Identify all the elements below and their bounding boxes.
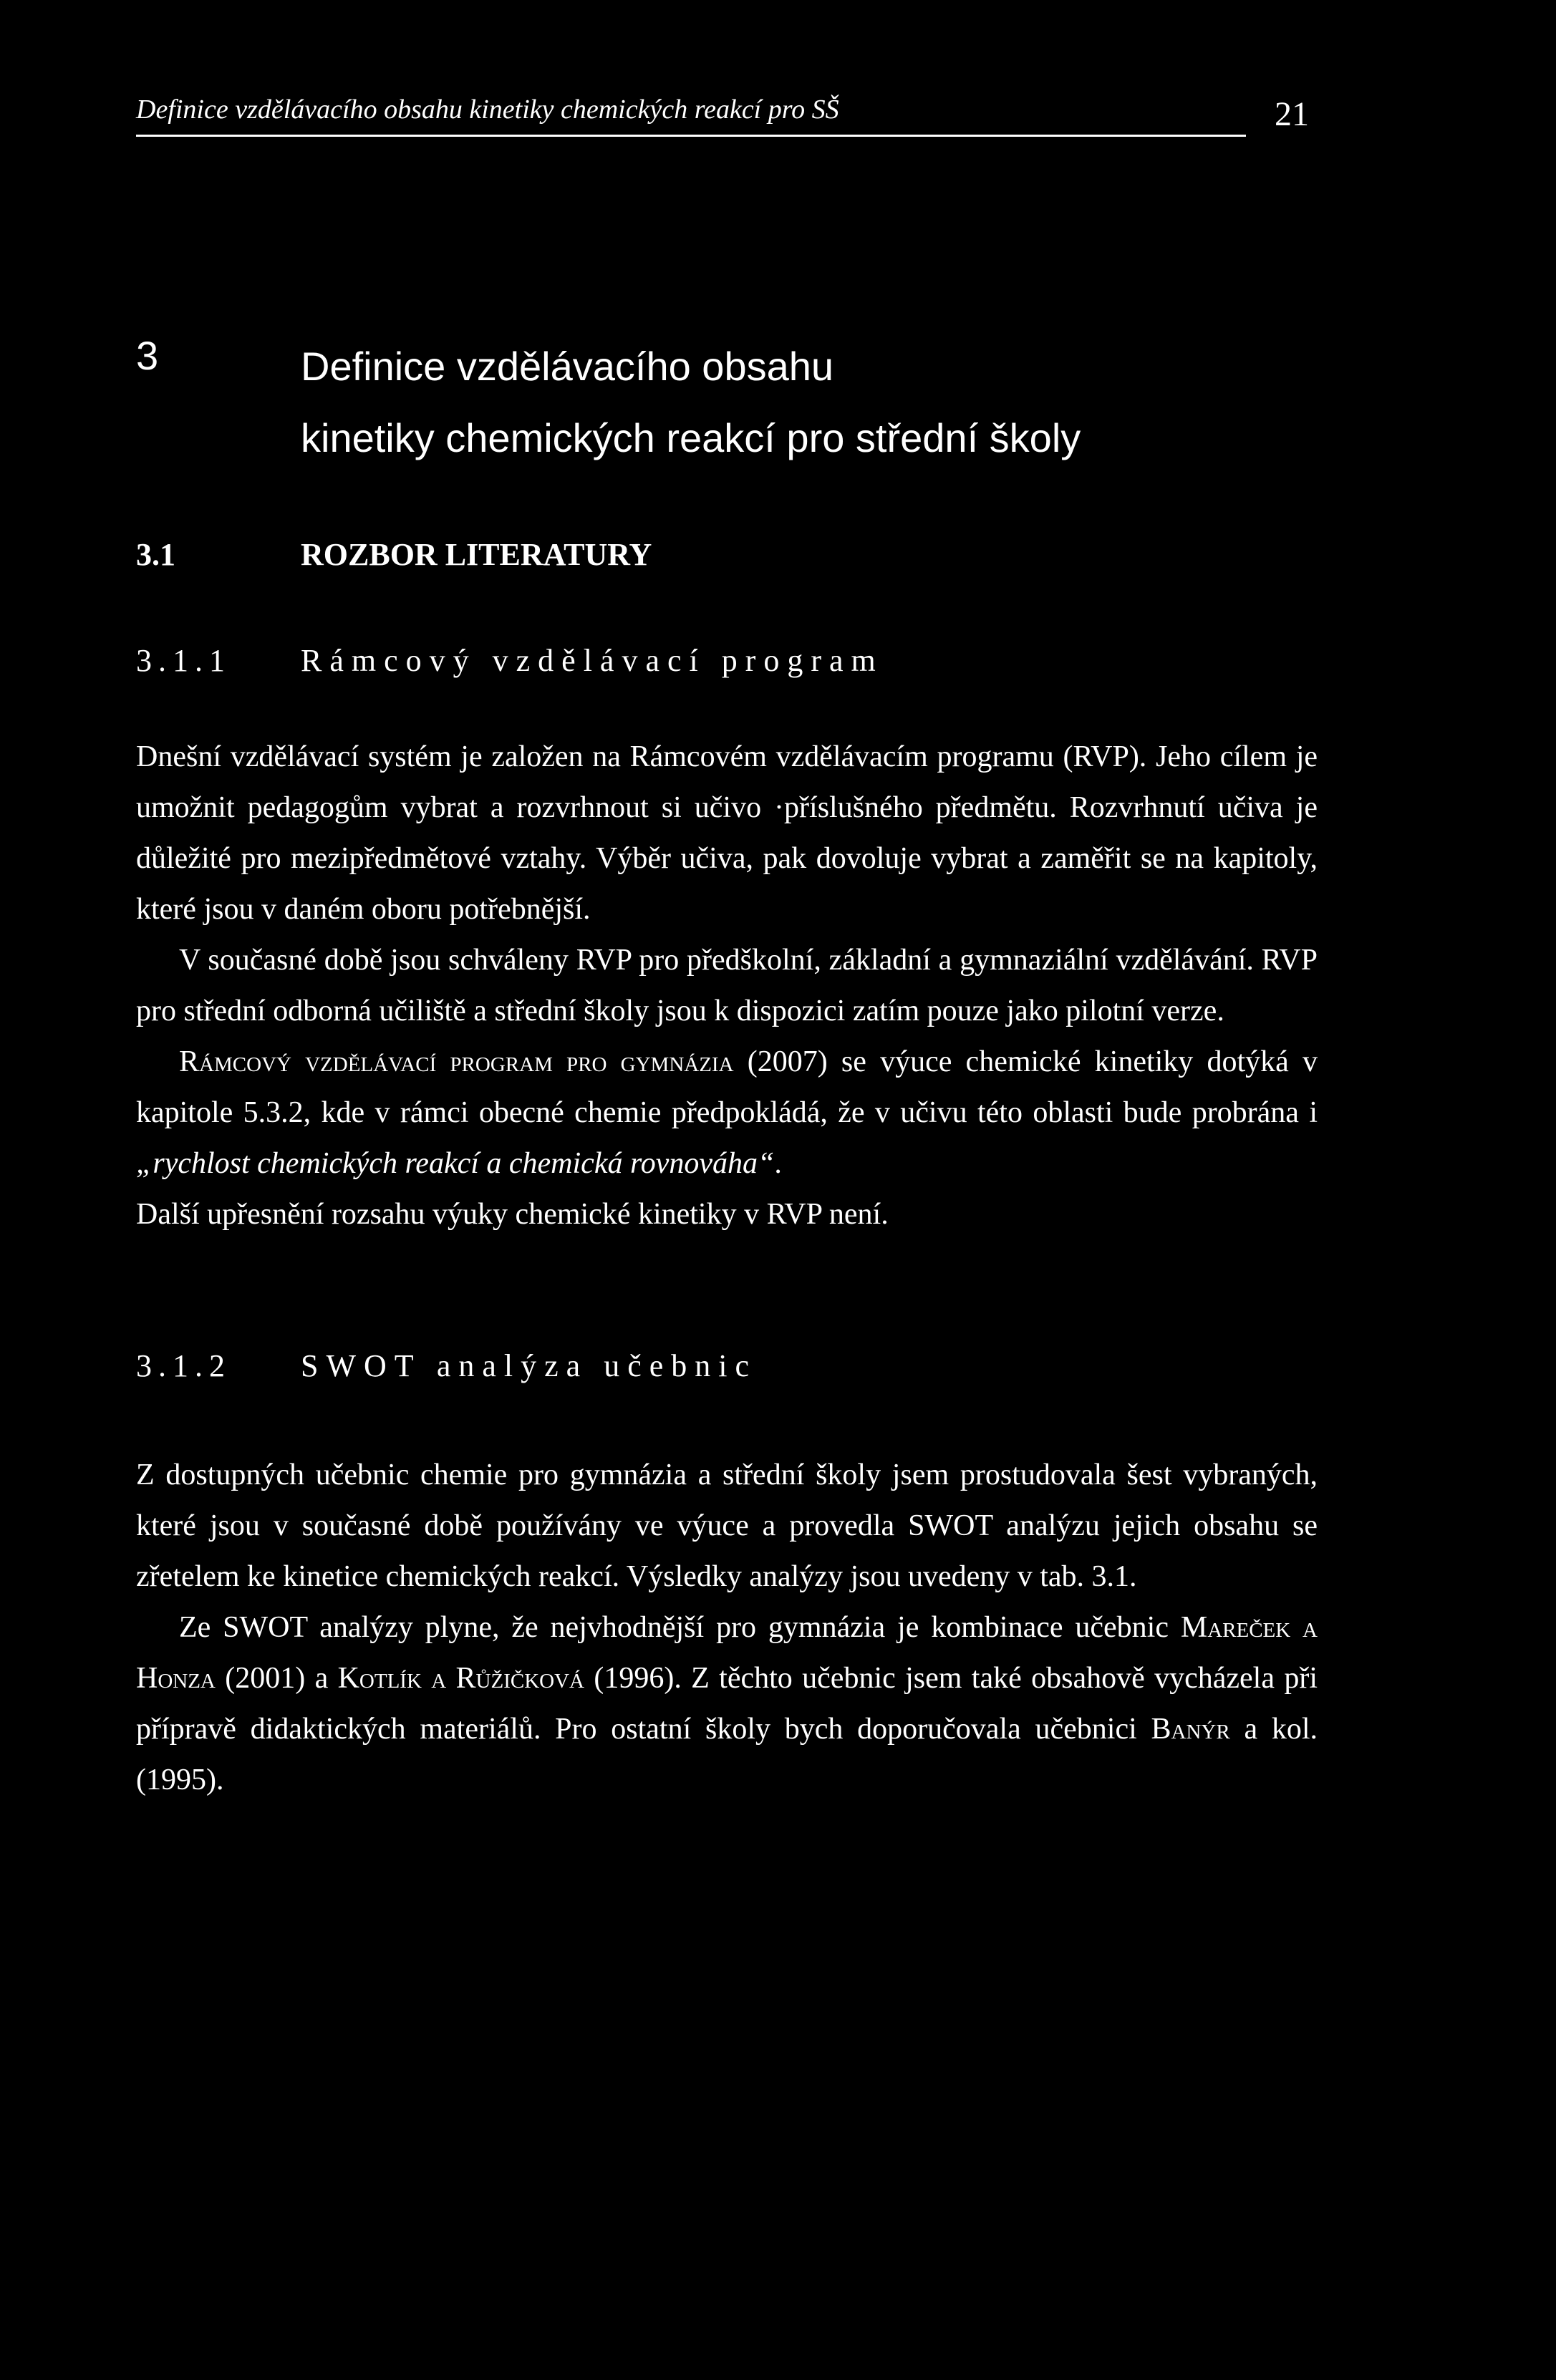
- chapter-title-line2: kinetiky chemických reakcí pro střední školy: [301, 415, 1081, 460]
- section-body-swot: [136, 1450, 1318, 1806]
- subsection-number: 3.1.2: [136, 1348, 231, 1383]
- paragraph-text: (2007) se výuce chemické kinetiky dotýká v kapitole 5.3.2, kde v rámci obecné chemie předpokládá, že v učivu této oblasti bude probrána i: [136, 1045, 1318, 1129]
- paragraph-text: (2001) a: [215, 1662, 338, 1695]
- paragraph-text: .: [774, 1147, 782, 1180]
- author-names: Kotlík a Růžičková: [337, 1662, 584, 1695]
- chapter-number: 3: [136, 333, 159, 378]
- paragraph: Další upřesnění rozsahu výuky chemické kinetiky v RVP není.: [136, 1198, 889, 1231]
- document-title-smallcaps: Rámcový vzdělávací program pro gymnázia: [179, 1045, 734, 1078]
- subsection-title: Rámcový vzdělávací program: [301, 643, 884, 678]
- section-number: 3.1: [136, 537, 175, 572]
- page-number: 21: [1275, 95, 1309, 133]
- paragraph: Dnešní vzdělávací systém je založen na Rámcovém vzdělávacím programu (RVP). Jeho cílem je umožnit pedagogům vybrat a rozvrhnout si učivo ·příslušného předmětu. Rozvrhnutí učiva je důležité pro mezipředmětové vztahy. Výběr učiva, pak dovoluje vybrat a zaměřit se na kapitoly, které jsou v daném oboru potřebnější.: [136, 740, 1318, 926]
- paragraph: V současné době jsou schváleny RVP pro předškolní, základní a gymnaziální vzdělávání. RVP pro střední odborná učiliště a střední školy jsou k dispozici zatím pouze jako pilotní verze.: [136, 944, 1318, 1027]
- author-names: Banýr: [1151, 1713, 1230, 1746]
- subsection-number: 3.1.1: [136, 643, 231, 678]
- paragraph-text: (1996). Z těchto učebnic jsem také obsahově vycházela při přípravě didaktických materiálů. Pro ostatní školy bych doporučovala učebnici: [136, 1662, 1318, 1746]
- quoted-phrase: „rychlost chemických reakcí a chemická rovnováha“: [136, 1147, 775, 1180]
- header-rule: [136, 135, 1246, 137]
- author-names: Mareček a Honza: [136, 1611, 1318, 1695]
- paragraph: Z dostupných učebnic chemie pro gymnázia a střední školy jsem prostudovala šest vybraných, které jsou v současné době používány ve výuce a provedla SWOT analýzu jejich obsahu se zřetelem ke kinetice chemických reakcí. Výsledky analýzy jsou uvedeny v tab. 3.1.: [136, 1459, 1318, 1593]
- section-body-rvp: [136, 732, 1318, 1240]
- chapter-title: [301, 331, 1081, 474]
- chapter-title-line1: Definice vzdělávacího obsahu: [301, 344, 834, 389]
- paragraph-text: a kol. (1995).: [136, 1713, 1318, 1796]
- paragraph-text: Ze SWOT analýzy plyne, že nejvhodnější pro gymnázia je kombinace učebnic: [179, 1611, 1181, 1644]
- paragraph: [136, 1037, 1318, 1189]
- section-title: ROZBOR LITERATURY: [301, 537, 652, 572]
- running-header: Definice vzdělávacího obsahu kinetiky chemických reakcí pro SŠ: [136, 95, 839, 125]
- subsection-title: SWOT analýza učebnic: [301, 1348, 758, 1383]
- paragraph: [136, 1602, 1318, 1806]
